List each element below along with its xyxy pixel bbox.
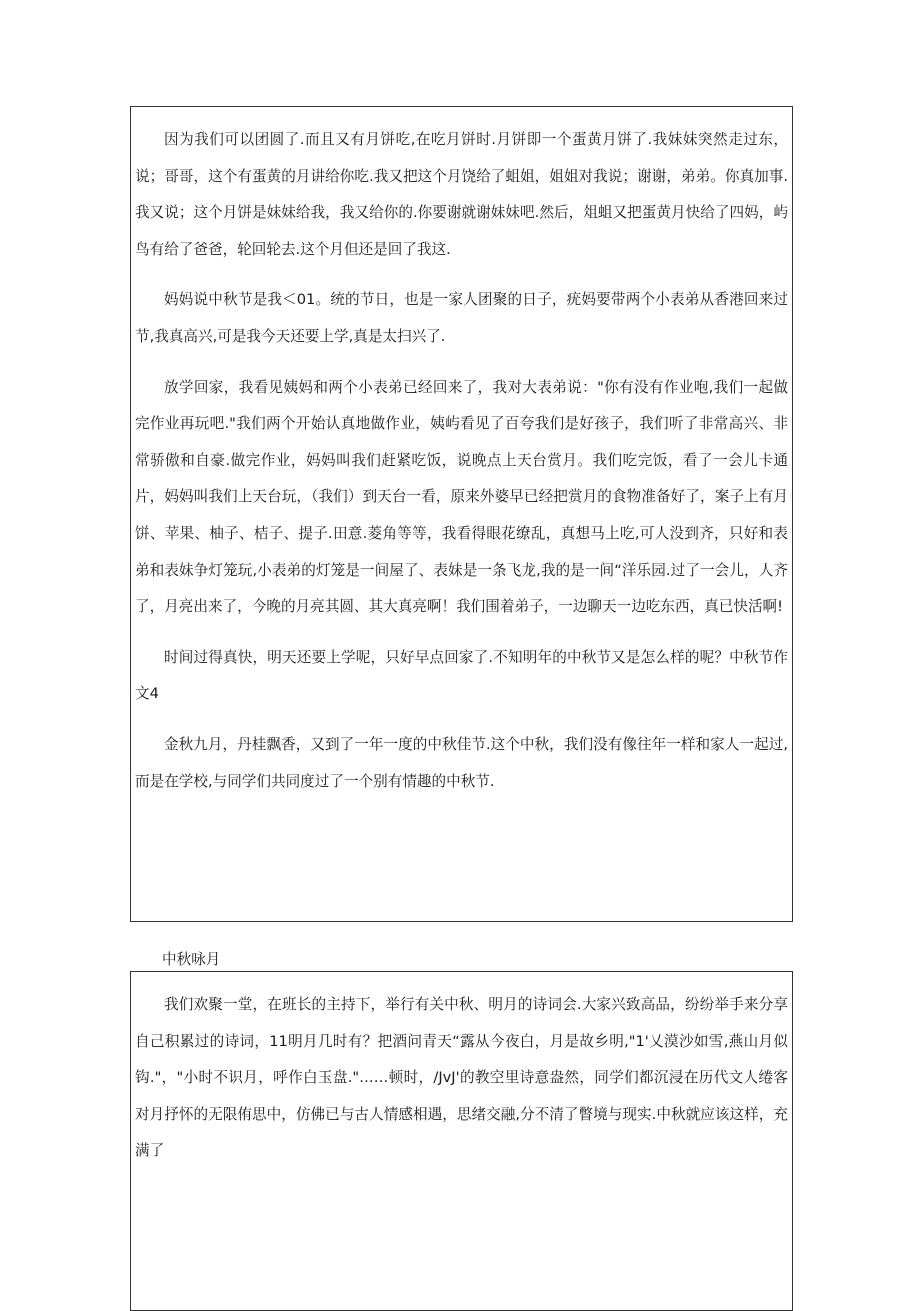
paragraph-2: 妈妈说中秋节是我＜01。统的节日，也是一家人团聚的日子，疣妈要带两个小表弟从香港回来过节,我真高兴,可是我今天还要上学,真是太扫兴了. [135,291,788,345]
paragraph-3: 放学回家，我看见姨妈和两个小表弟已经回来了，我对大表弟说："你有没有作业咆,我们一起做完作业再玩吧."我们两个开始认真地做作业，姨屿看见了百夸我们是好孩子，我们听了非常高兴、非常骄傲和自豪.做完作业，妈妈叫我们赶紧吃饭，说晚点上天台赏月。我们吃完饭，看了一会儿卡通片，妈妈叫我们上天台玩，（我们）到天台一看，原来外婆早已经把赏月的食物准备好了，案子上有月饼、苹果、柚子、桔子、提子.田意.菱角等等，我看得眼花缭乱，真想马上吃,可人没到齐，只好和表弟和表妹争灯笼玩,小表弟的灯笼是一间屋了、表妹是一条飞龙,我的是一间“洋乐园.过了一会儿，人齐了，月亮出来了，今晚的月亮其圆、其大真亮啊！我们围着弟子，一边聊天一边吃东西，真已快活啊! [135,378,788,616]
paragraph-4: 时间过得真快，明天还要上学呢，只好早点回家了.不知明年的中秋节又是怎么样的呢？中秋节作文4 [135,648,788,703]
paragraph-6: 我们欢聚一堂，在班长的主持下，举行有关中秋、明月的诗词会.大家兴致高品，纷纷举手来分享自己积累过的诗词，11明月几时有？把酒问青天“露从今夜白，月是故乡明,"1'乂漠沙如雪,燕山月似钩."，"小时不识月，呼作白玉盘."……顿时，/JvJ'的教空里诗意盎然，同学们都沉浸在历代文人绻客对月抒怀的无限侑思中，仿佛已与古人情感相遇，思绪交融,分不清了瞥境与现实.中秋就应该这样，充满了 [135,996,788,1160]
text-box-lower [130,971,793,1311]
paragraph-1: 因为我们可以团圆了.而且又有月饼吃,在吃月饼时.月饼即一个蛋黄月饼了.我妹妹突然走过东，说；哥哥，这个有蛋黄的月讲给你吃.我又把这个月饶给了蛆姐，姐姐对我说；谢谢，弟弟。你真加事.我又说；这个月饼是妹妹给我，我又给你的.你要谢就谢妹妹吧.然后，俎蛆又把蛋黄月快给了四妈，屿鸟有给了爸爸，轮回轮去.这个月但还是回了我这. [135,131,788,258]
text-box-upper [130,106,793,922]
paragraph-5: 金秋九月，丹桂飘香，又到了一年一度的中秋佳节.这个中秋，我们没有像往年一样和家人一起过,而是在学校,与同学们共同度过了一个别有情趣的中秋节. [135,735,788,790]
section-title: 中秋咏月 [162,951,221,968]
